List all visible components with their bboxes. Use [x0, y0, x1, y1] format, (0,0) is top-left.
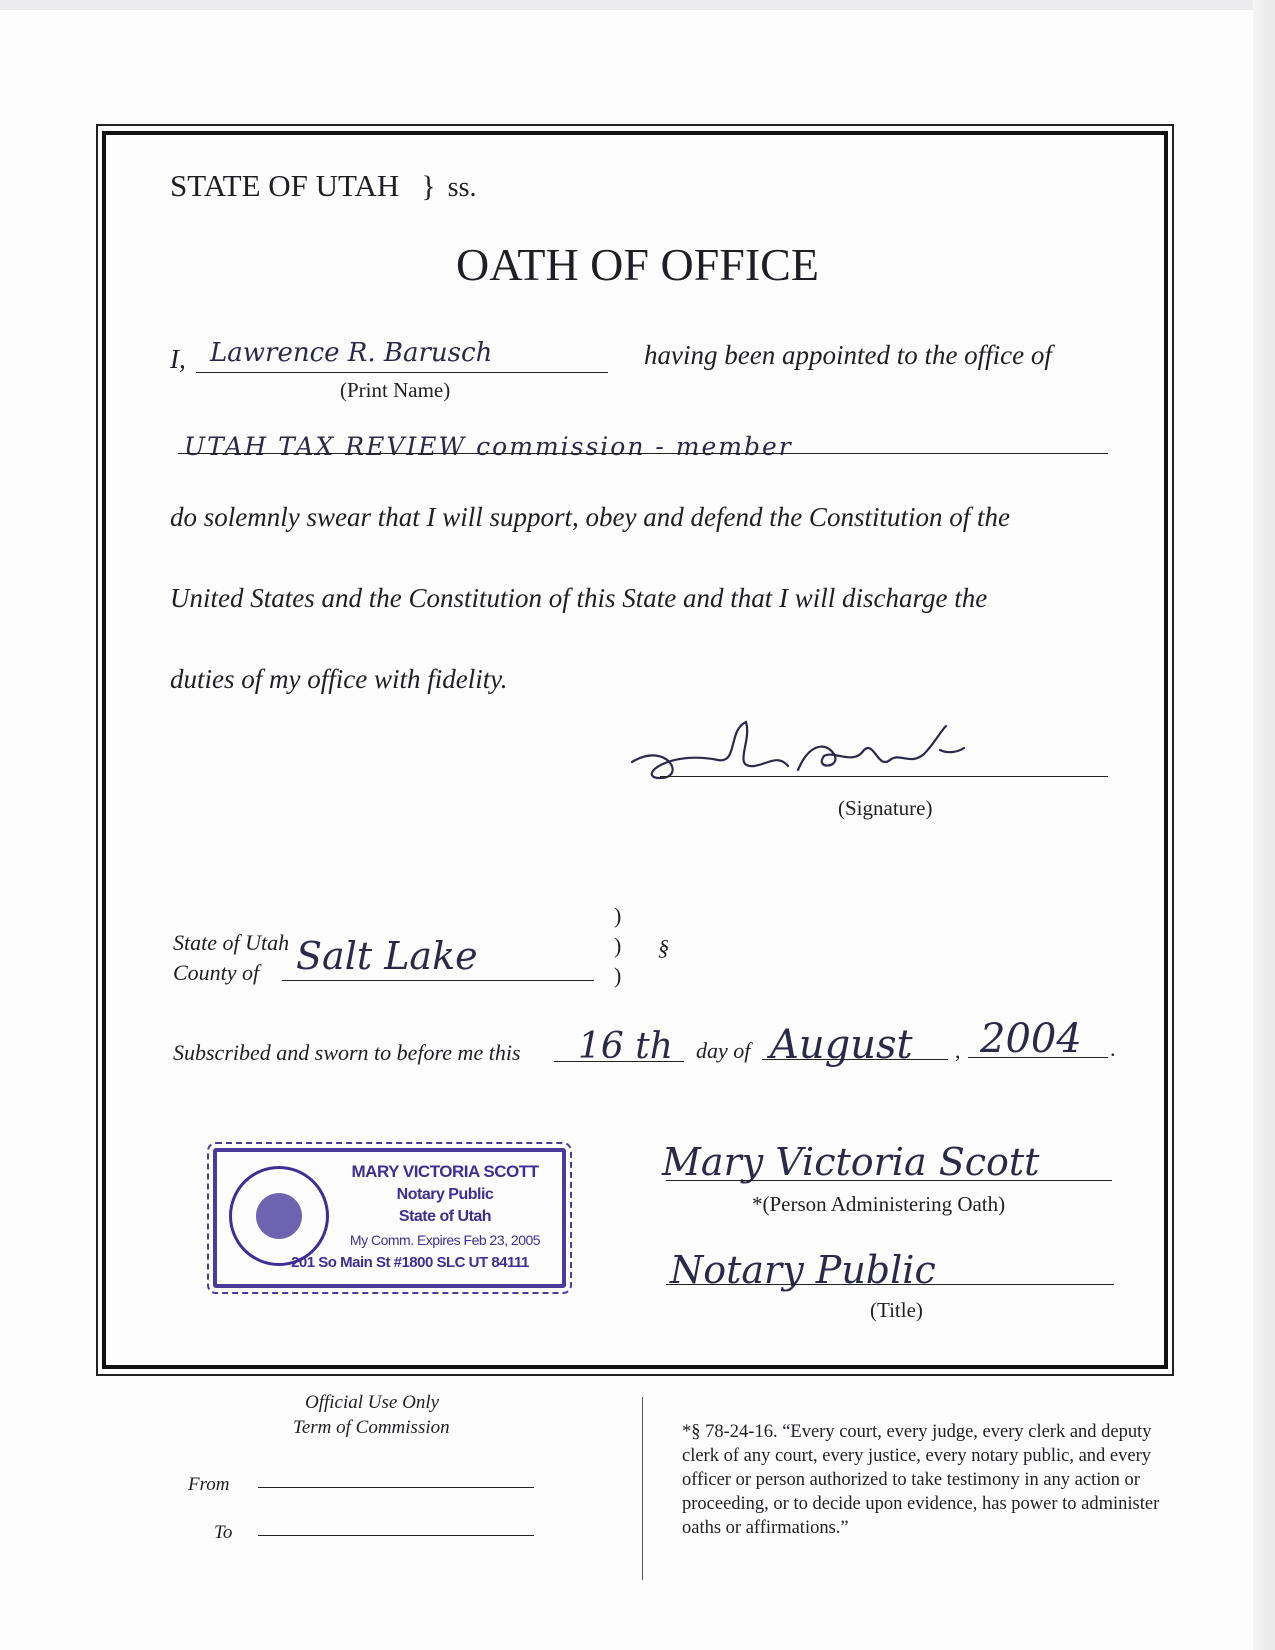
notary-stamp — [213, 1148, 566, 1288]
paren-1: ) — [614, 903, 622, 928]
handwritten-day: 16 th — [578, 1026, 673, 1067]
handwritten-name: Lawrence R. Barusch — [210, 338, 493, 368]
signature-line — [660, 776, 1108, 777]
period: . — [1110, 1036, 1116, 1061]
page-title: OATH OF OFFICE — [456, 239, 819, 290]
stamp-title: Notary Public — [396, 1186, 494, 1203]
county-line — [282, 980, 594, 981]
section-symbol: § — [658, 935, 669, 960]
paren-3: ) — [614, 963, 622, 988]
day-line — [554, 1061, 684, 1062]
handwritten-year: 2004 — [980, 1016, 1082, 1062]
to-label: To — [214, 1522, 233, 1543]
pronoun-i: I, — [170, 344, 186, 374]
statute-note: *§ 78-24-16. “Every court, every judge, every clerk and deputy clerk of any court, every justice, every notary public, and every officer or person authorized to take testimony in any action or proceeding, or to decide upon evidence, has power to administer oaths or affirmations.” — [682, 1422, 1160, 1538]
footer-divider — [642, 1397, 643, 1580]
venue-header — [170, 168, 476, 204]
month-line — [762, 1059, 948, 1060]
administrator-line — [666, 1180, 1112, 1181]
stamp-expiry: My Comm. Expires Feb 23, 2005 — [349, 1232, 541, 1248]
year-line — [968, 1057, 1108, 1058]
oath-text-line-3: duties of my office with fidelity. — [170, 664, 508, 694]
day-of-label: day of — [696, 1038, 751, 1063]
brace-symbol: } — [421, 170, 436, 203]
ss-abbreviation: ss. — [447, 172, 477, 203]
state-seal-icon — [229, 1166, 329, 1266]
administrator-signature: Mary Victoria Scott — [662, 1140, 1040, 1184]
oath-taker-signature — [628, 710, 988, 790]
state-heading: STATE OF UTAH — [170, 168, 400, 203]
comma: , — [955, 1038, 961, 1063]
from-label: From — [188, 1474, 230, 1495]
to-line[interactable] — [258, 1535, 534, 1536]
stamp-notary-name: MARY VICTORIA SCOTT — [351, 1162, 539, 1181]
sworn-prefix: Subscribed and sworn to before me this — [173, 1040, 521, 1065]
stamp-state: State of Utah — [398, 1208, 492, 1225]
oath-text-line-1: do solemnly swear that I will support, obey and defend the Constitution of the — [170, 502, 1010, 532]
from-line[interactable] — [258, 1487, 534, 1488]
county-of-label: County of — [173, 960, 260, 985]
appointed-text: having been appointed to the office of — [644, 340, 1052, 370]
stamp-address: 201 So Main St #1800 SLC UT 84111 — [291, 1254, 529, 1271]
office-line — [178, 453, 1108, 454]
signature-label: (Signature) — [838, 796, 933, 820]
title-line — [666, 1284, 1114, 1285]
handwritten-county: Salt Lake — [296, 934, 478, 978]
print-name-label: (Print Name) — [340, 378, 451, 402]
oath-text-line-2: United States and the Constitution of this State and that I will discharge the — [170, 583, 988, 613]
title-label: (Title) — [870, 1298, 923, 1322]
handwritten-month: August — [770, 1022, 913, 1068]
administrator-label: *(Person Administering Oath) — [752, 1192, 1006, 1216]
name-line — [196, 372, 608, 373]
term-of-commission: Term of Commission — [293, 1417, 450, 1438]
paren-2: ) — [614, 933, 622, 958]
scan-edge-top — [0, 0, 1275, 10]
state-of-utah-label: State of Utah — [173, 930, 290, 955]
official-use-heading: Official Use Only — [305, 1392, 440, 1413]
handwritten-office: UTAH TAX REVIEW commission - member — [184, 432, 793, 461]
handwritten-title: Notary Public — [670, 1248, 936, 1292]
